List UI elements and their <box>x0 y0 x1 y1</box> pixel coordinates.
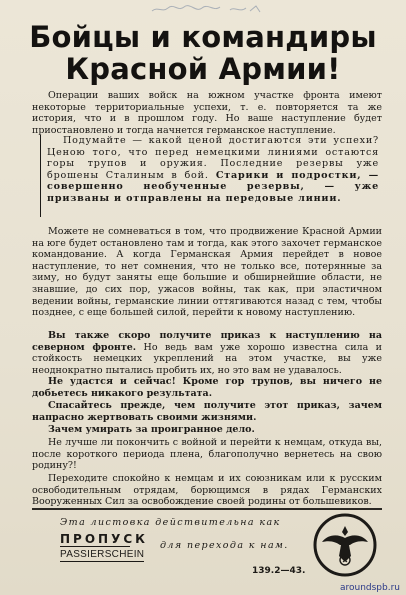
paragraph-save-yourselves: Спасайтесь прежде, чем получите этот приказ, зачем напрасно жертвовать своими жизнями. <box>32 400 382 423</box>
paragraph-north-front <box>32 330 382 376</box>
paragraph-intro: Операции ваших войск на южном участке фронта имеют некоторые территориальные успехи, т. е. повторяется та же история, что и в прошлом году. Но ваше наступление будет приостановлено и тогда начнется германское наступление. <box>32 90 382 136</box>
leaflet-title-line1: Бойцы и командиры <box>29 20 377 54</box>
passierschein-underline <box>60 561 144 562</box>
paragraph-north-front-bold: Вы также скоро получите приказ к наступлению на северном фронте. <box>32 330 382 353</box>
paragraph-why-die: Зачем умирать за проигранное дело. <box>48 424 255 435</box>
paragraph-north-front-text: Но ведь вам уже хорошо известна сила и стойкость немецких укреплений на этом участке, вы уже неоднократно пытались пробить их, но это вам не удавалось. <box>32 341 382 376</box>
quote-normal: Подумайте — какой ценой достигаются эти успехи? Ценою того, что перед немецкими линиями остаются горы трупов и оружия. Последние резервы уже брошены Сталиным в бой. <box>47 135 379 181</box>
paragraph-advance: Можете не сомневаться в том, что продвижение Красной Армии на юге будет остановлено там и тогда, как этого захочет германское командование. А когда Германская Армия перейдет в новое наступление, то нет сомнения, что не только все, потерянные за зиму, но будут заняты еще большие и обширнейшие области, не знавшие, до сих пор, ужасов войны, так как, при эластичном ведении войны, германские линии оттягиваются назад с тем, чтобы позднее, с еще большей силой, перейти к новому наступлению. <box>32 226 382 319</box>
passierschein-label: PASSIERSCHEIN <box>60 549 145 560</box>
paragraph-no-success: Не удастся и сейчас! Кроме гор трупов, вы ничего не добьетесь никакого результата. <box>32 376 382 399</box>
paragraph-end-war: Не лучше ли покончить с войной и перейти к немцам, откуда вы, после короткого периода плена, благополучно вернетесь на свою родину?! <box>32 437 382 472</box>
quote-text <box>47 135 379 205</box>
leaflet-title-line2: Красной Армии! <box>65 52 341 86</box>
paragraph-cross-over: Переходите спокойно к немцам и их союзникам или к русским освободительным отрядам, борющимся в рядах Германских Вооруженных Сил за освобождение своей родины от большевиков. <box>32 473 382 508</box>
handwriting-scribble <box>150 4 270 14</box>
separator-line <box>32 508 382 510</box>
propusk-label: ПРОПУСК <box>60 532 148 546</box>
watermark-text: aroundspb.ru <box>339 583 400 593</box>
quote-block <box>40 135 379 217</box>
quote-bold: Старики и подростки, — совершенно необученные резервы, — уже призваны и отправлены на передовые линии. <box>47 169 379 204</box>
footer-crossing-text: для перехода к нам. <box>160 540 289 551</box>
leaflet-code: 139.2—43. <box>252 566 306 576</box>
footer-validity-text: Эта листовка действительна как <box>60 517 281 528</box>
propusk-underline <box>60 546 130 547</box>
eagle-seal-icon <box>312 512 378 578</box>
handwritten-note <box>150 4 270 16</box>
